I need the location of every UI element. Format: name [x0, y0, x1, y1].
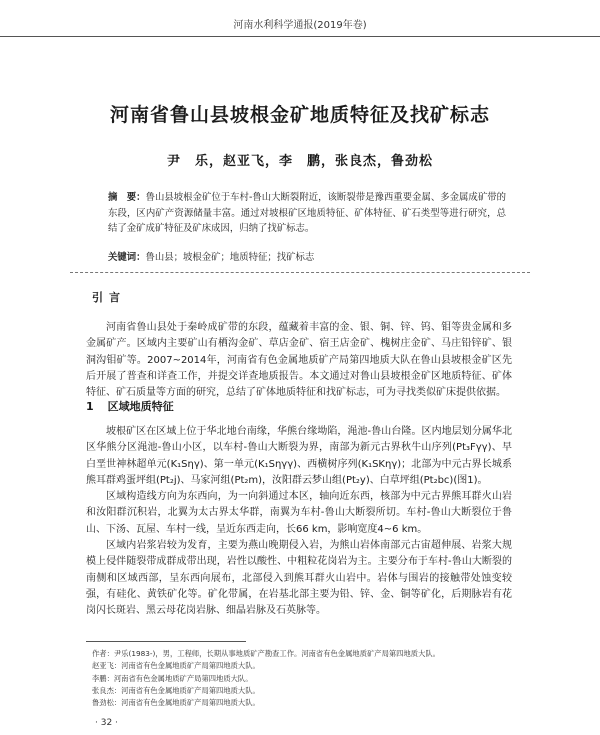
section-1-heading — [86, 398, 174, 414]
intro-body — [86, 320, 512, 401]
footnote-rule — [86, 641, 246, 642]
keywords-text: 鲁山县；坡根金矿；地质特征；找矿标志 — [145, 252, 315, 263]
footnotes — [92, 648, 512, 709]
footnote: 作者：尹乐(1983-)，男，工程师，长期从事地质矿产勘查工作。河南省有色金属地质矿产局第四地质大队。 — [92, 649, 440, 658]
section-1-paragraph: 区域内岩浆岩较为发育，主要为燕山晚期侵入岩，为熊山岩体南部元古宙超伸展、岩浆大规模上侵伴随裂带成群成带出现，岩性以酸性、中粗粒花岗岩为主。主要分布于车村-鲁山大断裂的南侧和区域西部，呈东西向展布，北部侵入到熊耳群火山岩中。岩体与围岩的接触带处蚀变较强，有硅化、黄铁矿化等。矿化带属，在岩基北部主要为铅、锌、金、铜等矿化，后期脉岩有花岗闪长斑岩、黑云母花岗岩脉、细晶岩脉及石英脉等。 — [86, 540, 512, 617]
section-1-title: 区域地质特征 — [107, 400, 174, 413]
authors: 尹 乐，赵亚飞，李 鹏，张良杰，鲁劲松 — [166, 154, 433, 169]
header-rule — [0, 36, 600, 37]
section-1-paragraph: 坡根矿区在区域上位于华北地台南缘，华熊台缘坳陷，渑池-鲁山台隆。区内地层划分属华北区华熊分区渑池-鲁山小区，以车村-鲁山大断裂为界，南部为新元古界秋牛山序列(Pt₃Fγγ)、早白垩世神林超单元(K₁Sηγ)、第一单元(K₁Sηγγ)、西横树序列(K₁SKηγ)；北部为中元古界长城系熊耳群鸡蛋坪组(Pt₂j)、马家河组(Pt₂m)，汝阳群云梦山组(Pt₂y)、白草坪组(Pt₂bc)(图1)。 — [86, 426, 512, 486]
keywords — [108, 250, 506, 265]
footnote: 李鹏：河南省有色金属地质矿产局第四地质大队。 — [92, 673, 253, 683]
article-title: 河南省鲁山县坡根金矿地质特征及找矿标志 — [109, 104, 490, 126]
footnote: 张良杰：河南省有色金属地质矿产局第四地质大队。 — [92, 685, 260, 695]
journal-header: 河南水利科学通报(2019年卷) — [233, 20, 367, 31]
intro-paragraph: 河南省鲁山县处于秦岭成矿带的东段，蕴藏着丰富的金、银、铜、锌、钨、钼等贵金属和多金属矿产。区域内主要矿山有栖沟金矿、草店金矿、宿王店金矿、槐树庄金矿、马庄铅锌矿、银洞沟钼矿等。2007~2014年，河南省有色金属地质矿产局第四地质大队在鲁山县坡根金矿区先后开展了普查和详查工作，并提交详查地质报告。本文通过对鲁山县坡根金矿区地质特征、矿体特征、矿石质量等方面的研究，总结了矿体地质特征和找矿标志，可为寻找类似矿床提供依据。 — [86, 322, 512, 399]
abstract-label: 摘 要： — [108, 192, 146, 203]
section-1-body — [86, 424, 512, 620]
footnote: 赵亚飞：河南省有色金属地质矿产局第四地质大队。 — [92, 661, 260, 671]
section-1-paragraph: 区域构造线方向为东西向，为一向斜通过本区，轴向近东西，核部为中元古界熊耳群火山岩和汝阳群沉积岩，北翼为太古界太华群，南翼为车村-鲁山大断裂所切。车村-鲁山大断裂位于鲁山、下汤、瓦屋、车村一线，呈近东西走向，长66 km，影响宽度4~6 km。 — [86, 491, 512, 535]
abstract-text: 鲁山县坡根金矿位于车村-鲁山大断裂附近，该断裂带是豫西重要金属、多金属成矿带的东段，区内矿产资源储量丰富。通过对坡根矿区地质特征、矿体特征、矿石类型等进行研究，总结了金矿成矿特征及矿床成因，归纳了找矿标志。 — [108, 192, 506, 234]
intro-heading: 引言 — [92, 291, 126, 304]
section-1-number: 1 — [86, 400, 94, 413]
keywords-label: 关键词： — [108, 252, 146, 263]
abstract-divider — [70, 272, 530, 273]
abstract — [108, 190, 506, 237]
footnote: 鲁劲松：河南省有色金属地质矿产局第四地质大队。 — [92, 698, 260, 708]
page-number: · 32 · — [95, 718, 118, 728]
